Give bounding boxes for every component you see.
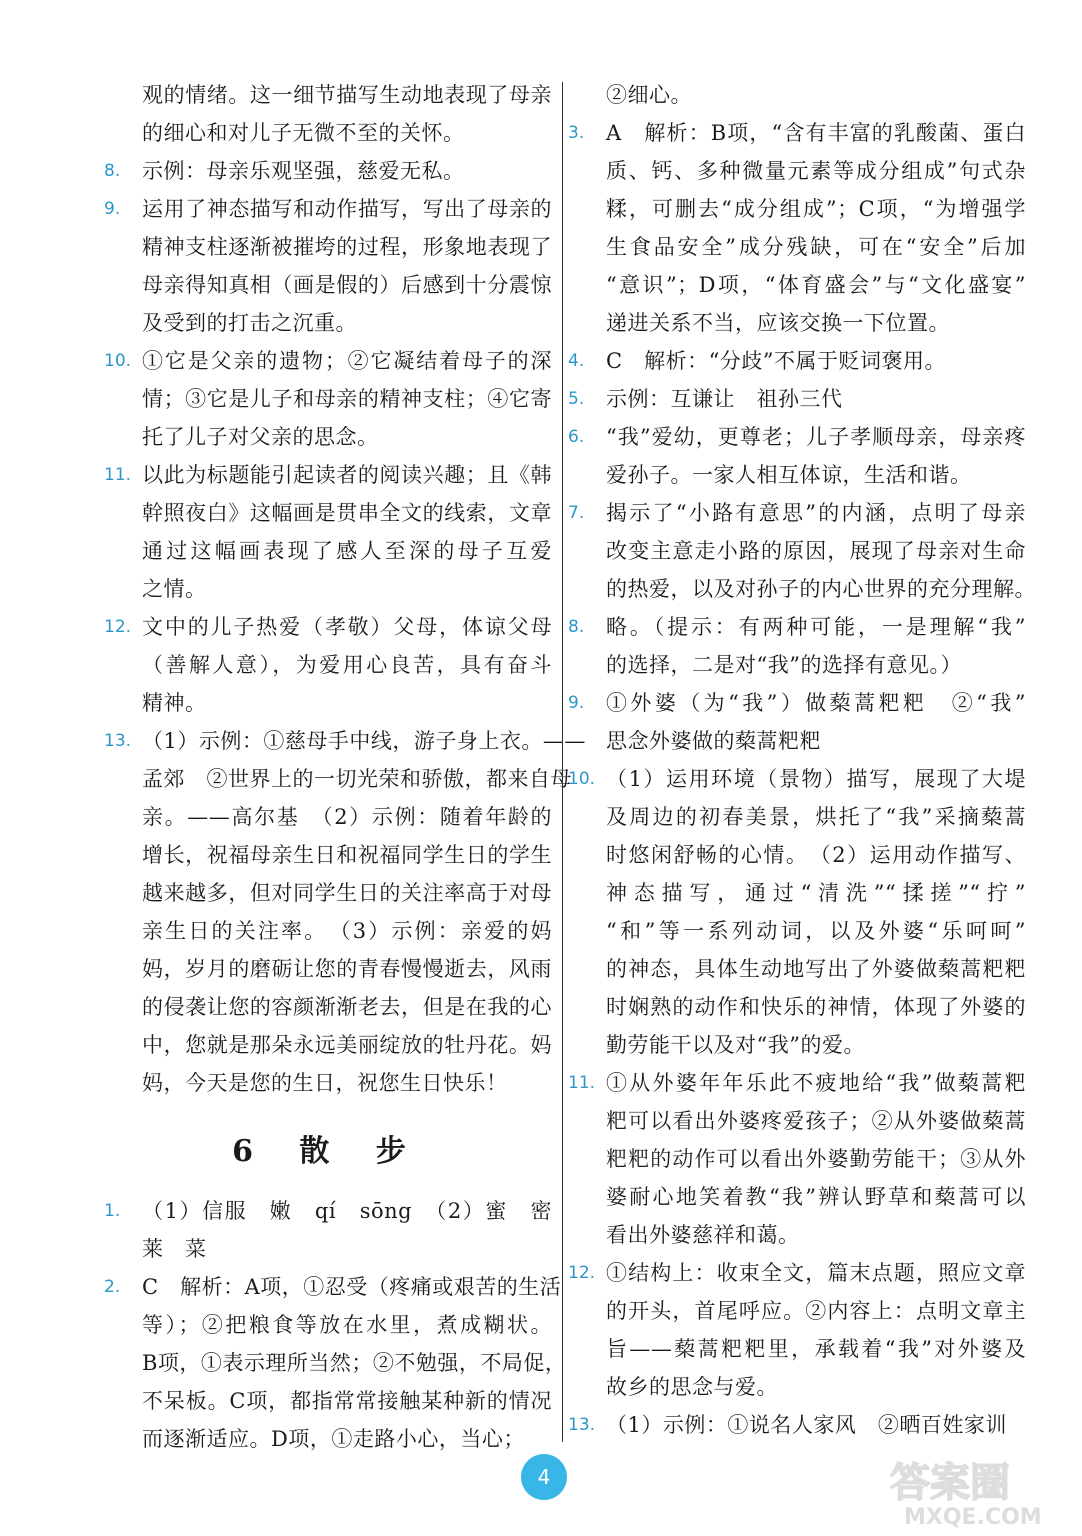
answer-item [104, 1268, 567, 1458]
text-line: 婆耐心地笑着教“我”辨认野草和蔾蒿可以 [606, 1185, 1026, 1209]
right-column [568, 76, 1036, 1444]
text-line: C 解析：“分歧”不属于贬词褒用。 [606, 349, 947, 373]
answer-item [568, 760, 1026, 1064]
watermark-logo [882, 1450, 1072, 1530]
answer-item [568, 608, 1026, 684]
text-line: 看出外婆慈祥和蔼。 [606, 1223, 800, 1247]
item-number: 11. [104, 465, 132, 485]
item-number: 9. [568, 693, 585, 713]
item-number: 8. [568, 617, 585, 637]
text-line: 生食品安全”成分残缺，可在“安全”后加 [606, 235, 1026, 259]
text-line: （1）运用环境（景物）描写，展现了大堤 [606, 767, 1026, 791]
text-line: 精神支柱逐渐被摧垮的过程，形象地表现了 [142, 235, 552, 259]
text-line: “意识”；D项，“体育盛会”与“文化盛宴” [606, 273, 1026, 297]
text-line: 观的情绪。这一细节描写生动地表现了母亲 [142, 83, 552, 107]
left-column [104, 76, 586, 1458]
text-line: 粑粑的动作可以看出外婆勤劳能干；③从外 [606, 1147, 1026, 1171]
text-line: 递进关系不当，应该交换一下位置。 [606, 311, 950, 335]
item-number: 1. [104, 1201, 121, 1221]
answer-item [104, 1192, 552, 1268]
text-line: （善解人意），为爱用心良苦，具有奋斗 [142, 653, 552, 677]
text-line: 的侵袭让您的容颜渐渐老去，但是在我的心 [142, 995, 552, 1019]
text-line: 的细心和对儿子无微不至的关怀。 [142, 121, 465, 145]
item-number: 4. [568, 351, 585, 371]
text-line: 勤劳能干以及对“我”的爱。 [606, 1033, 865, 1057]
text-line: 神态描写，通过“清洗”“揉搓”“拧” [606, 881, 1026, 905]
answer-item [568, 1254, 1026, 1406]
section-title: 6 散 步 [232, 1134, 424, 1169]
text-line: 示例：互谦让 祖孙三代 [606, 387, 843, 411]
text-line: 的热爱，以及对孙子的内心世界的充分理解。 [606, 577, 1036, 601]
item-number: 3. [568, 123, 585, 143]
text-line: C 解析：A项，①忍受（疼痛或艰苦的生活 [142, 1275, 562, 1299]
text-line: 精神。 [142, 691, 207, 715]
item-number: 8. [104, 161, 121, 181]
item-number: 9. [104, 199, 121, 219]
text-line: 而逐渐适应。D项，①走路小心，当心； [142, 1427, 525, 1451]
text-line: 的选择，二是对“我”的选择有意见。） [606, 653, 962, 677]
text-line: 旨——蔾蒿粑粑里，承载着“我”对外婆及 [606, 1337, 1026, 1361]
text-line: 及受到的打击之沉重。 [142, 311, 357, 335]
answer-item [568, 1064, 1026, 1254]
text-line: “和”等一系列动词，以及外婆“乐呵呵” [606, 919, 1026, 943]
answer-item [568, 380, 1026, 418]
text-line: A 解析：B项，“含有丰富的乳酸菌、蛋白 [606, 121, 1026, 145]
text-line: 托了儿子对父亲的思念。 [142, 425, 379, 449]
text-line: 妈，岁月的磨砺让您的青春慢慢逝去，风雨 [142, 957, 552, 981]
item-number: 6. [568, 427, 585, 447]
text-line: 爱孙子。一家人相互体谅，生活和谐。 [606, 463, 972, 487]
text-line: 之情。 [142, 577, 207, 601]
text-line: 时悠闲舒畅的心情。 （2）运用动作描写、 [606, 843, 1026, 867]
text-line: 幹照夜白》这幅画是贯串全文的线索，文章 [142, 501, 552, 525]
svg-text:答案圈: 答案圈 [890, 1460, 1010, 1506]
text-line: ①结构上：收束全文，篇末点题，照应文章 [606, 1261, 1026, 1285]
text-line: 不呆板。C项，都指常常接触某种新的情况 [142, 1389, 552, 1413]
answer-item [568, 684, 1026, 760]
answer-item [104, 608, 552, 722]
text-line: 孟郊 ②世界上的一切光荣和骄傲，都来自母 [142, 767, 572, 791]
text-line: 情；③它是儿子和母亲的精神支柱；④它寄 [142, 387, 552, 411]
item-number: 13. [104, 731, 132, 751]
text-line: 略。（提示：有两种可能，一是理解“我” [606, 615, 1026, 639]
text-line: ①从外婆年年乐此不疲地给“我”做蔾蒿粑 [606, 1071, 1026, 1095]
item-number: 11. [568, 1073, 596, 1093]
text-line: （1）示例：①说名人家风 ②晒百姓家训 [606, 1413, 1007, 1437]
text-line: 母亲得知真相（画是假的）后感到十分震惊 [142, 273, 552, 297]
text-line: 故乡的思念与爱。 [606, 1375, 778, 1399]
text-line: （1）示例：①慈母手中线，游子身上衣。—— [142, 729, 586, 753]
text-line: 增长，祝福母亲生日和祝福同学生日的学生 [142, 843, 552, 867]
text-line: 粑可以看出外婆疼爱孩子；②从外婆做蔾蒿 [606, 1109, 1026, 1133]
text-line: 的开头，首尾呼应。②内容上：点明文章主 [606, 1299, 1026, 1323]
text-line: 时娴熟的动作和快乐的神情，体现了外婆的 [606, 995, 1026, 1019]
text-line: （1）信服 嫩 qí sōng （2）蜜 密 [142, 1199, 552, 1223]
text-line: 妈，今天是您的生日，祝您生日快乐！ [142, 1071, 508, 1095]
answer-item [568, 418, 1026, 494]
text-line: B项，①表示理所当然；②不勉强，不局促， [142, 1351, 567, 1375]
text-line: “我”爱幼，更尊老；儿子孝顺母亲，母亲疼 [606, 425, 1026, 449]
item-number: 2. [104, 1277, 121, 1297]
page-number: 4 [521, 1454, 567, 1500]
text-line: 质、钙、多种微量元素等成分组成”句式杂 [606, 159, 1026, 183]
text-line: 运用了神态描写和动作描写，写出了母亲的 [142, 197, 552, 221]
text-line: 通过这幅画表现了感人至深的母子互爱 [142, 539, 552, 563]
item-number: 5. [568, 389, 585, 409]
answer-item [568, 342, 1026, 380]
item-number: 7. [568, 503, 585, 523]
text-line: 示例：母亲乐观坚强，慈爱无私。 [142, 159, 465, 183]
text-line: 中，您就是那朵永远美丽绽放的牡丹花。妈 [142, 1033, 552, 1057]
text-line: 揭示了“小路有意思”的内涵，点明了母亲 [606, 501, 1026, 525]
svg-text:MXQE.COM: MXQE.COM [904, 1505, 1042, 1530]
column-divider [562, 82, 563, 1442]
text-line: 文中的儿子热爱（孝敬）父母，体谅父母 [142, 615, 552, 639]
text-line: 思念外婆做的蔾蒿粑粑 [606, 729, 821, 753]
text-line: 及周边的初春美景，烘托了“我”采摘蔾蒿 [606, 805, 1026, 829]
text-line: 亲生日的关注率。 （3）示例：亲爱的妈 [142, 919, 552, 943]
text-line: 以此为标题能引起读者的阅读兴趣；且《韩 [142, 463, 552, 487]
answer-item [104, 190, 552, 342]
text-line: ①它是父亲的遗物；②它凝结着母子的深 [142, 349, 552, 373]
item-number: 12. [568, 1263, 596, 1283]
text-line: ②细心。 [606, 83, 692, 107]
text-line: 改变主意走小路的原因，展现了母亲对生命 [606, 539, 1026, 563]
answer-item [104, 342, 552, 456]
text-line: 的神态，具体生动地写出了外婆做蔾蒿粑粑 [606, 957, 1026, 981]
answer-item [568, 1406, 1026, 1444]
item-number: 12. [104, 617, 132, 637]
answer-item [104, 456, 552, 608]
answer-item [568, 494, 1036, 608]
text-line: 越来越多，但对同学生日的关注率高于对母 [142, 881, 552, 905]
item-number: 13. [568, 1415, 596, 1435]
text-line: ①外婆（为“我”）做蔾蒿粑粑 ②“我” [606, 691, 1026, 715]
answer-item [568, 114, 1026, 342]
item-number: 10. [104, 351, 132, 371]
text-line: 等）；②把粮食等放在水里，煮成糊状。 [142, 1313, 552, 1337]
answer-item [104, 152, 552, 190]
text-line: 亲。——高尔基 （2）示例：随着年龄的 [142, 805, 552, 829]
item-number: 10. [568, 769, 596, 789]
text-line: 糅，可删去“成分组成”；C项，“为增强学 [606, 197, 1026, 221]
text-line: 莱 菜 [142, 1237, 207, 1261]
